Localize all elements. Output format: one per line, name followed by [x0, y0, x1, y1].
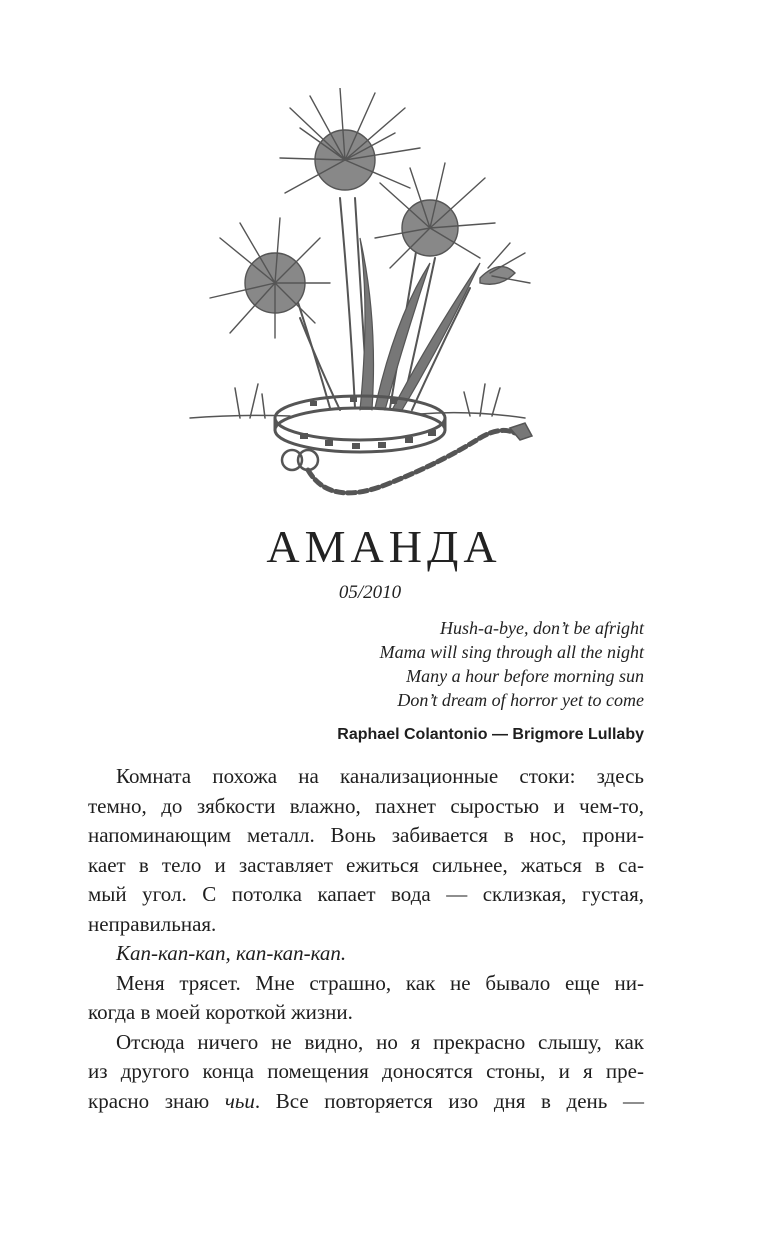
text-line: Меня трясет. Мне страшно, как не бывало еще ни- [116, 970, 644, 995]
body-text [88, 762, 644, 1116]
text-run: красно знаю [88, 1088, 225, 1113]
text-line: мый угол. С потолка капает вода — склизкая, густая, [88, 882, 644, 906]
epigraph-source: Raphael Colantonio — Brigmore Lullaby [337, 726, 644, 743]
text-line: Комната похожа на канализационные стоки: здесь [116, 764, 644, 788]
paragraph-4 [88, 1028, 644, 1117]
epigraph [380, 616, 644, 712]
text-line: кает в тело и заставляет ежиться сильнее, жаться в са- [88, 852, 644, 877]
epigraph-line: Don’t dream of horror yet to come [397, 690, 644, 710]
paragraph-1 [88, 762, 644, 939]
text-line: Отсюда ничего не видно, но я прекрасно слышу, как [116, 1029, 644, 1054]
paragraph-3 [88, 969, 644, 1028]
chapter-title: АМАНДА [266, 521, 502, 572]
italic-word: чьи [224, 1088, 255, 1113]
epigraph-line: Mama will sing through all the night [379, 642, 644, 662]
paragraph-2 [88, 939, 644, 969]
chapter-date: 05/2010 [338, 582, 402, 603]
epigraph-line: Many a hour before morning sun [406, 666, 644, 686]
text-line: когда в моей короткой жизни. [88, 1000, 353, 1024]
text-line: неправильная. [88, 911, 217, 936]
text-line: темно, до зябкости влажно, пахнет сыростью и чем-то, [88, 793, 644, 818]
text-line: из другого конца помещения доносятся стоны, и я пре- [88, 1059, 644, 1083]
text-run: . Все повторяется изо дня в день — [254, 1088, 644, 1113]
spider-lily-collar-illustration [180, 88, 540, 508]
epigraph-line: Hush-a-bye, don’t be afright [440, 618, 644, 638]
text-line [88, 1087, 644, 1117]
text-line: напоминающим металл. Вонь забивается в нос, прони- [88, 823, 644, 847]
text-line: Кап-кап-кап, кап-кап-кап. [116, 941, 347, 965]
